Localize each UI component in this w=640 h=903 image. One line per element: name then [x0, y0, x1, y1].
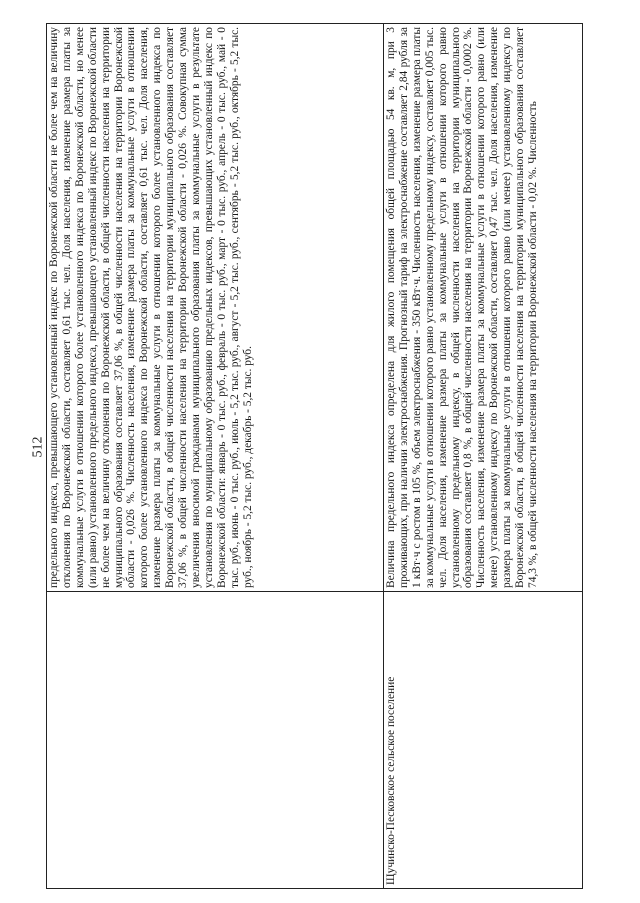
rotated-page-content [46, 23, 606, 889]
page-number: 512 [30, 436, 46, 458]
table-row [384, 24, 583, 889]
description-cell: предельного индекса, превышающего установленный индекс по Воронежской области не более чем на величину отклонения по Воронежской области, составляет 0,61 тыс. чел. Доля населения, изменение размера платы за коммунальные услуги в отношении которого более установленного индекса по Воронежской области, но менее (или равно) установленного предельного индекса, превышающего установленный индекс по Воронежской области не более чем на величину отклонения по Воронежской области, в общей численности населения на территории муниципального образования составляет 37,06 %, в общей численности населения на территории Воронежской области - 0,026 %. Численность населения, изменение размера платы за коммунальные услуги в отношении которого более установленного индекса по Воронежской области, составляет 0,61 тыс. чел. Доля населения, изменение размера платы за коммунальные услуги в отношении которого более установленного индекса по Воронежской области, в общей численности населения на территории муниципального образования составляет 37,06 %, в общей численности населения на территории Воронежской области - 0,026 %. Совокупная сумма увеличения вносимой гражданами муниципального образования платы за коммунальные услуги в результате установления по муниципальному образованию предельных индексов, превышающих установленный индекс по Воронежской области: январь - 0 тыс. руб., февраль - 0 тыс. руб., март - 0 тыс. руб., апрель - 0 тыс. руб., май - 0 тыс. руб., июнь - 0 тыс. руб., июль - 5,2 тыс. руб., август - 5,2 тыс. руб., сентябрь - 5,2 тыс. руб., октябрь - 5,2 тыс. руб., ноябрь - 5,2 тыс. руб., декабрь - 5,2 тыс. руб. [47, 24, 384, 592]
settlement-name-cell: Щучинско-Песковское сельское поселение [384, 592, 583, 889]
document-table [46, 23, 583, 889]
table-row [47, 24, 384, 889]
description-cell [384, 24, 583, 592]
description-text: Величина предельного индекса определена для жилого помещения общей площадью 54 кв. м, при 3 проживающих, при наличии электроснабжения. Прогнозный тариф на электроснабжение составляет 2,84 рубля за 1 кВт·ч с ростом в 105 %, объем электроснабжения - 350 кВт·ч. Численность населения, изменение размера платы за коммунальные услуги в отношении которого равно установленному предельному индексу, составляет 0,005 тыс. чел. Доля населения, изменение размера платы за коммунальные услуги в отношении которого равно установленному предельному индексу, в общей численности населения на территории муниципального образования составляет 0,8 %, в общей численности населения на территории Воронежской области - 0,0002 %. Численность населения, изменение размера платы за коммунальные услуги в отношении которого равно (или менее) установленному индексу по Воронежской области, составляет 0,47 тыс. чел. Доля населения, изменение размера платы за коммунальные услуги в отношении которого равно (или менее) установленному индексу по Воронежской области, в общей численности населения на территории муниципального образования составляет 74,3 %, в общей численности населения на территории Воронежской области - 0,02 %. Численность [385, 27, 539, 588]
settlement-name-cell [47, 592, 384, 889]
